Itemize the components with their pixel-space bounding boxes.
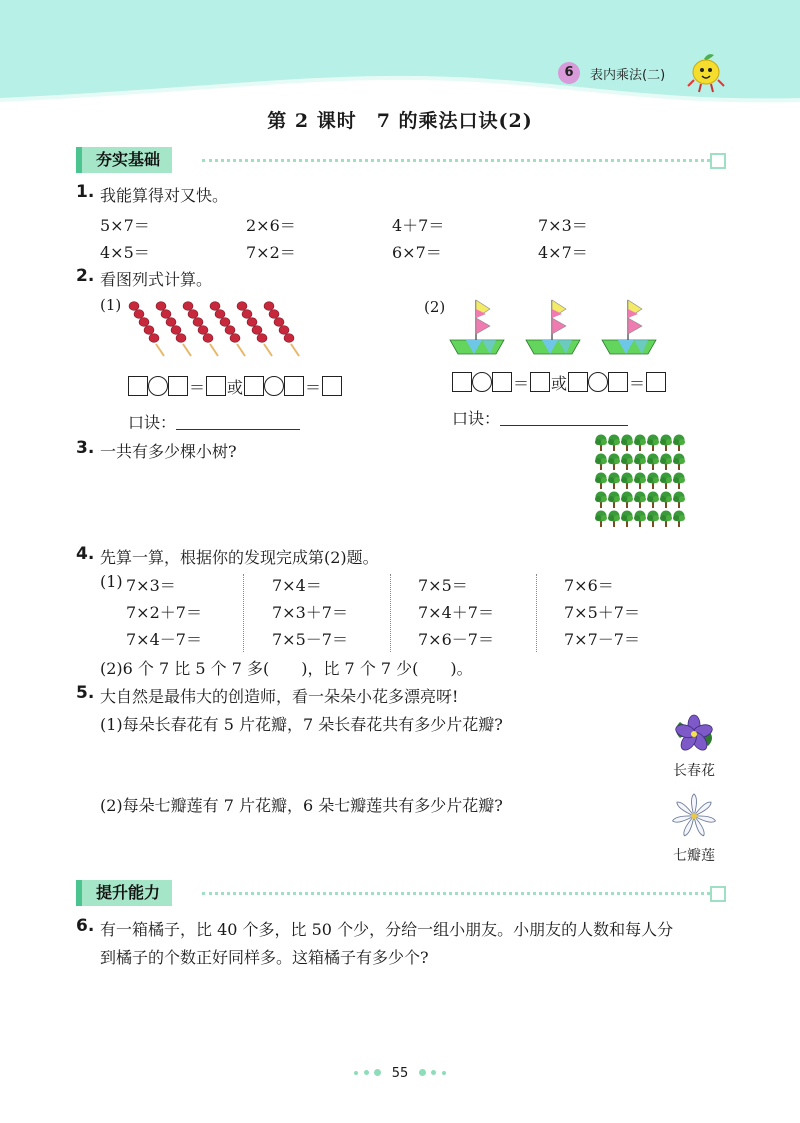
- koujue-blank[interactable]: [176, 413, 300, 430]
- q4-number: 4.: [76, 544, 95, 564]
- q1-item: 2×6＝: [246, 216, 296, 235]
- sailboat: [450, 300, 504, 354]
- flower2-caption: 七瓣莲: [673, 848, 715, 864]
- tree-icon: [647, 473, 659, 490]
- tree-icon: [673, 454, 685, 471]
- q4-column: [418, 572, 494, 653]
- q4-item: 7×5＝: [418, 576, 468, 595]
- q2-number: 2.: [76, 266, 95, 286]
- candied-haw-skewer: [264, 302, 299, 356]
- q5-part1: (1)每朵长春花有 5 片花瓣，7 朵长春花共有多少片花瓣?: [100, 715, 503, 734]
- tree-icon: [634, 454, 646, 471]
- q2-part1-equation: [128, 375, 342, 398]
- q1-item: 7×3＝: [538, 216, 588, 235]
- q4-item: 7×3＝: [126, 576, 176, 595]
- tree-icon: [647, 454, 659, 471]
- tree-icon: [673, 435, 685, 452]
- answer-box[interactable]: [452, 372, 472, 392]
- section-advanced-label: 提升能力: [76, 880, 172, 906]
- q4-item: 7×6＝: [564, 576, 614, 595]
- section-divider: [202, 159, 710, 162]
- q4-column: [126, 572, 202, 653]
- answer-box[interactable]: [608, 372, 628, 392]
- footer-dot: [442, 1071, 446, 1075]
- lemon-mascot-icon: [684, 50, 728, 94]
- q4-item: 7×5－7＝: [272, 630, 348, 649]
- q1-item: 5×7＝: [100, 216, 150, 235]
- column-divider: [536, 574, 537, 652]
- q2-part1-label: (1): [100, 296, 122, 314]
- footer-dot: [354, 1071, 358, 1075]
- tree-icon: [660, 492, 672, 509]
- q4-part1-label: (1): [100, 572, 123, 591]
- operator-circle[interactable]: [264, 376, 284, 396]
- tree-icon: [673, 492, 685, 509]
- answer-box[interactable]: [206, 376, 226, 396]
- tree-icon: [673, 473, 685, 490]
- tree-icon: [634, 473, 646, 490]
- tree-icon: [673, 511, 685, 528]
- sailboat: [526, 300, 580, 354]
- koujue-label: 口诀：: [128, 413, 177, 432]
- lesson-title: 第 2 课时 7 的乘法口诀(2): [267, 110, 533, 132]
- answer-box[interactable]: [244, 376, 264, 396]
- equals-sign: ＝: [305, 378, 322, 397]
- answer-box[interactable]: [646, 372, 666, 392]
- operator-circle[interactable]: [148, 376, 168, 396]
- koujue-label: 口诀：: [452, 409, 501, 428]
- sailboat: [602, 300, 656, 354]
- q2-text: 看图列式计算。: [100, 270, 213, 289]
- seven-petal-lotus-icon: [666, 792, 722, 842]
- tree-icon: [647, 492, 659, 509]
- q4-part2: (2)6 个 7 比 5 个 7 多( )，比 7 个 7 少( )。: [100, 659, 473, 678]
- q3-text: 一共有多少棵小树?: [100, 442, 237, 461]
- q3-number: 3.: [76, 438, 95, 458]
- koujue-blank[interactable]: [500, 409, 628, 426]
- q4-column: [272, 572, 348, 653]
- page-number: 55: [391, 1066, 409, 1081]
- tree-icon: [608, 473, 620, 490]
- trees-grid-picture: [594, 432, 688, 530]
- operator-circle[interactable]: [588, 372, 608, 392]
- tree-icon: [634, 492, 646, 509]
- q4-item: 7×3＋7＝: [272, 603, 348, 622]
- or-word: 或: [227, 378, 244, 397]
- flower1-caption: 长春花: [673, 763, 715, 779]
- footer-dot: [374, 1069, 381, 1076]
- q1-number: 1.: [76, 182, 95, 202]
- tree-icon: [595, 492, 607, 509]
- answer-box[interactable]: [128, 376, 148, 396]
- tree-icon: [660, 511, 672, 528]
- q2-part2-equation: [452, 371, 666, 394]
- equals-sign: ＝: [513, 374, 530, 393]
- column-divider: [390, 574, 391, 652]
- tree-icon: [608, 492, 620, 509]
- tree-icon: [647, 511, 659, 528]
- candied-haws-picture: [126, 296, 306, 358]
- section-divider: [202, 892, 710, 895]
- q4-item: 7×7－7＝: [564, 630, 640, 649]
- q5-text: 大自然是最伟大的创造师，看一朵朵小花多漂亮呀!: [100, 687, 459, 706]
- or-word: 或: [551, 374, 568, 393]
- tree-icon: [595, 454, 607, 471]
- q5-number: 5.: [76, 683, 95, 703]
- footer-dot: [364, 1070, 369, 1075]
- answer-box[interactable]: [284, 376, 304, 396]
- q1-item: 4×5＝: [100, 243, 150, 262]
- column-divider: [243, 574, 244, 652]
- q1-item: 4×7＝: [538, 243, 588, 262]
- q2-part2-koujue: [452, 406, 628, 429]
- q4-item: 7×2＋7＝: [126, 603, 202, 622]
- answer-box[interactable]: [568, 372, 588, 392]
- tree-icon: [595, 511, 607, 528]
- q4-item: 7×4＋7＝: [418, 603, 494, 622]
- q6-line1: 有一箱橘子，比 40 个多，比 50 个少，分给一组小朋友。小朋友的人数和每人分: [100, 920, 674, 939]
- tree-icon: [634, 511, 646, 528]
- q4-item: 7×4－7＝: [126, 630, 202, 649]
- answer-box[interactable]: [168, 376, 188, 396]
- q4-item: 7×5＋7＝: [564, 603, 640, 622]
- q1-item: 6×7＝: [392, 243, 442, 262]
- section-basic-label: 夯实基础: [76, 147, 172, 173]
- q2-part1-koujue: [128, 410, 300, 433]
- tree-icon: [608, 511, 620, 528]
- tree-icon: [621, 473, 633, 490]
- chapter-number-badge: 6: [558, 62, 580, 84]
- q1-text: 我能算得对又快。: [100, 186, 229, 205]
- tree-icon: [621, 511, 633, 528]
- chapter-title: 表内乘法(二): [590, 68, 666, 83]
- tree-icon: [621, 435, 633, 452]
- footer-dot: [431, 1070, 436, 1075]
- q4-item: 7×6－7＝: [418, 630, 494, 649]
- equals-sign: ＝: [629, 374, 646, 393]
- tree-icon: [608, 454, 620, 471]
- tree-icon: [660, 473, 672, 490]
- section-end-marker: [710, 886, 726, 902]
- operator-circle[interactable]: [472, 372, 492, 392]
- tree-icon: [595, 435, 607, 452]
- tree-icon: [660, 454, 672, 471]
- answer-box[interactable]: [322, 376, 342, 396]
- q6-number: 6.: [76, 916, 95, 936]
- tree-icon: [595, 473, 607, 490]
- q5-part2: (2)每朵七瓣莲有 7 片花瓣，6 朵七瓣莲共有多少片花瓣?: [100, 796, 503, 815]
- equals-sign: ＝: [189, 378, 206, 397]
- q1-item: 4＋7＝: [392, 216, 445, 235]
- tree-icon: [660, 435, 672, 452]
- periwinkle-flower-icon: [668, 710, 720, 758]
- q4-text: 先算一算，根据你的发现完成第(2)题。: [100, 548, 379, 567]
- tree-icon: [634, 435, 646, 452]
- tree-icon: [647, 435, 659, 452]
- answer-box[interactable]: [492, 372, 512, 392]
- q2-part2-label: (2): [424, 298, 446, 316]
- q4-item: 7×4＝: [272, 576, 322, 595]
- section-end-marker: [710, 153, 726, 169]
- tree-icon: [621, 492, 633, 509]
- page-number-footer: [340, 1062, 460, 1081]
- tree-icon: [621, 454, 633, 471]
- q4-column: [564, 572, 640, 653]
- sailboats-picture: [446, 296, 666, 360]
- q1-item: 7×2＝: [246, 243, 296, 262]
- footer-dot: [419, 1069, 426, 1076]
- answer-box[interactable]: [530, 372, 550, 392]
- header-band: [0, 0, 800, 110]
- tree-icon: [608, 435, 620, 452]
- q6-line2: 到橘子的个数正好同样多。这箱橘子有多少个?: [100, 948, 429, 967]
